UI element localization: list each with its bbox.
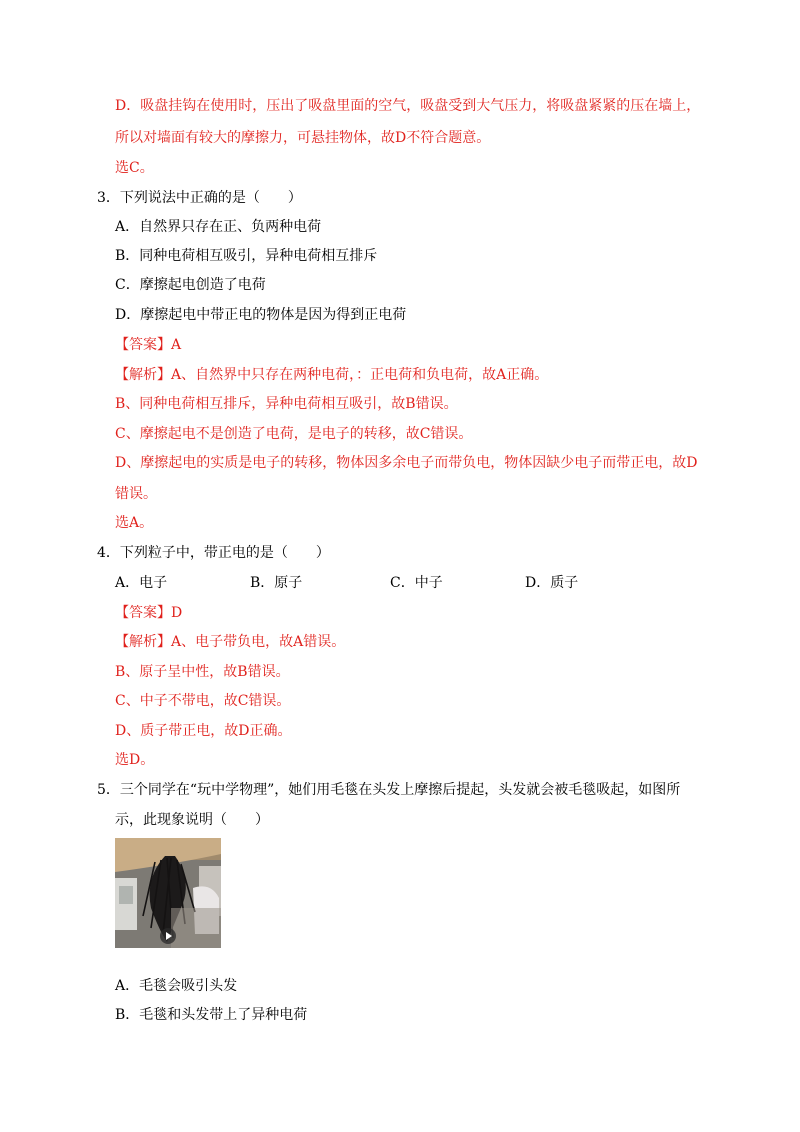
- q3-option-b: B．同种电荷相互吸引，异种电荷相互排斥: [115, 248, 378, 264]
- q3-analysis-line: C、摩擦起电不是创造了电荷，是电子的转移，故C错误。: [115, 426, 473, 442]
- q2-conclusion: 选C。: [115, 160, 154, 176]
- q4-option-c: C．中子: [390, 575, 443, 591]
- q4-analysis-line: 【解析】A、电子带负电，故A错误。: [115, 634, 346, 650]
- q2-option-d-explanation-line2: 所以对墙面有较大的摩擦力，可悬挂物体，故D不符合题意。: [115, 130, 491, 146]
- q4-analysis-line: C、中子不带电，故C错误。: [115, 693, 291, 709]
- q3-answer: 【答案】A: [115, 337, 182, 353]
- q3-analysis-line: 【解析】A、自然界中只存在两种电荷，：正电荷和负电荷，故A正确。: [115, 367, 549, 383]
- q4-analysis-line: B、原子呈中性，故B错误。: [115, 664, 290, 680]
- q5-stem-line1: 5．三个同学在“玩中学物理”，她们用毛毯在头发上摩擦后提起，头发就会被毛毯吸起，如图所: [97, 782, 681, 798]
- q3-stem: 3．下列说法中正确的是（ ）: [97, 190, 302, 206]
- q3-option-a: A．自然界只存在正、负两种电荷: [115, 219, 322, 235]
- q4-conclusion: 选D。: [115, 752, 155, 768]
- q5-stem-line2: 示，此现象说明（ ）: [115, 812, 269, 828]
- q3-analysis-line: D、摩擦起电的实质是电子的转移，物体因多余电子而带负电，物体因缺少电子而带正电，故D: [115, 455, 698, 471]
- q5-option-a: A．毛毯会吸引头发: [115, 978, 238, 994]
- q3-conclusion: 选A。: [115, 515, 154, 531]
- q4-stem: 4．下列粒子中，带正电的是（ ）: [97, 545, 330, 561]
- q3-option-d: D．摩擦起电中带正电的物体是因为得到正电荷: [115, 307, 407, 323]
- q5-option-b: B．毛毯和头发带上了异种电荷: [115, 1007, 308, 1023]
- q3-analysis-line: B、同种电荷相互排斥，异种电荷相互吸引，故B错误。: [115, 396, 458, 412]
- hair-static-illustration: [115, 838, 221, 948]
- q3-analysis-line: 错误。: [115, 486, 157, 502]
- q4-option-d: D．质子: [525, 575, 579, 591]
- q3-option-c: C．摩擦起电创造了电荷: [115, 277, 266, 293]
- q4-analysis-line: D、质子带正电，故D正确。: [115, 723, 292, 739]
- q4-option-b: B．原子: [250, 575, 303, 591]
- q4-answer: 【答案】D: [115, 605, 183, 621]
- hair-static-photo: [115, 838, 221, 948]
- q4-option-a: A．电子: [115, 575, 168, 591]
- q2-option-d-explanation-line1: D．吸盘挂钩在使用时，压出了吸盘里面的空气，吸盘受到大气压力，将吸盘紧紧的压在墙上，: [115, 98, 701, 114]
